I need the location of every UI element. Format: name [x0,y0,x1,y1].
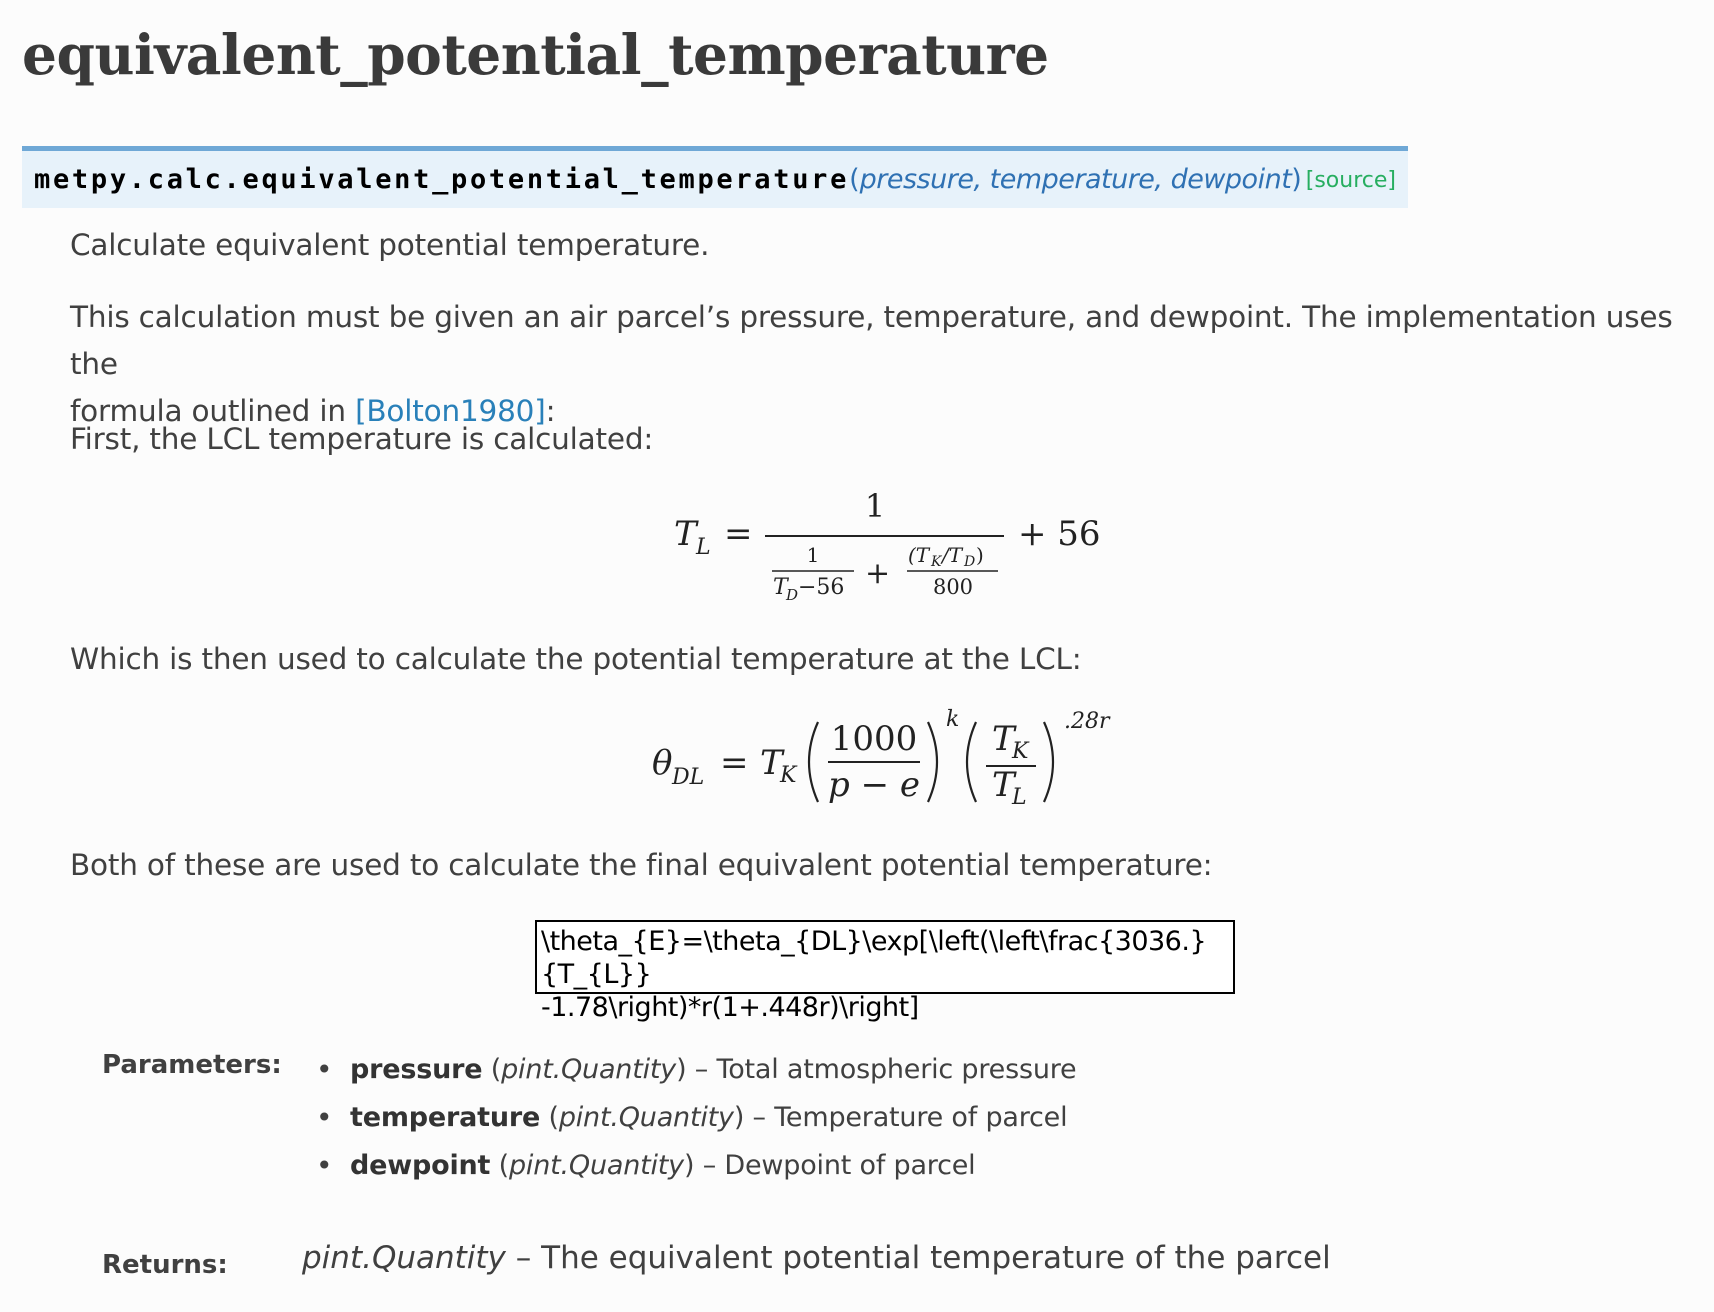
parameters-label: Parameters: [102,1050,282,1080]
eq1-equals: = [724,514,753,554]
step2-text: Which is then used to calculate the potential temperature at the LCL: [70,642,1082,676]
page-title: equivalent_potential_temperature [22,22,1049,87]
potential-temperature-lcl-equation [640,704,1120,814]
lcl-temperature-equation [660,482,1120,612]
eq2-equals: = [720,743,749,783]
eq2-left-paren-2 [967,722,976,802]
eq1-inner-num-2-tail: ) [976,543,984,567]
eq2-frac2-den-sub: L [1012,785,1027,810]
eq2-right-paren-2 [1044,722,1053,802]
return-type: pint.Quantity [302,1240,506,1276]
eq2-frac1-den: p − e [828,765,920,805]
parameters-list [310,1046,1076,1190]
latex-render-error-box [535,920,1235,1023]
summary-text: Calculate equivalent potential temperature. [70,228,710,262]
eq2-frac2-num: T [992,719,1015,759]
function-name: metpy.calc.equivalent_potential_temperature [34,164,850,195]
returns-label: Returns: [102,1250,228,1280]
eq1-inner-num-2-sub: K [931,554,942,570]
param-name: pressure [350,1054,483,1085]
returns-description [302,1240,1331,1276]
intro-paragraph [70,294,1714,435]
param-name: dewpoint [350,1150,491,1181]
open-paren: ( [849,164,860,195]
intro-line-2-suffix: : [545,394,556,428]
param-desc: – Dewpoint of parcel [694,1150,976,1181]
eq1-inner-den-1-sub: D [786,586,799,604]
eq2-exp1: k [946,707,960,732]
bullet-icon: • [316,1101,333,1134]
close-paren: ) [1291,164,1302,195]
eq2-left-paren-1 [809,722,818,802]
eq2-right-paren-1 [928,722,937,802]
param-desc: – Total atmospheric pressure [686,1054,1077,1085]
eq1-plus: + [865,556,891,591]
eq1-numerator: 1 [864,487,886,525]
list-item: • temperature (pint.Quantity) – Temperature of parcel [310,1094,1076,1142]
eq2-exp2: .28r [1064,709,1110,734]
eq2-frac1-num: 1000 [830,719,918,759]
eq2-lhs: θ [652,743,673,783]
intro-line-2-prefix: formula outlined in [70,394,356,428]
eq1-tail: + 56 [1018,514,1101,554]
param-type: pint.Quantity [558,1102,734,1133]
eq2-lhs-sub: DL [672,765,705,790]
param-type: pint.Quantity [501,1054,677,1085]
intro-line-1: This calculation must be given an air parcel’s pressure, temperature, and dewpoint. The implementation uses the [70,300,1673,381]
eq2-tk: T [760,743,783,783]
list-item: • pressure (pint.Quantity) – Total atmospheric pressure [310,1046,1076,1094]
bullet-icon: • [316,1149,333,1182]
bullet-icon: • [316,1053,333,1086]
eq2-tk-sub: K [780,763,797,788]
eq1-inner-den-2: 800 [932,575,974,599]
param-type: pint.Quantity [508,1150,684,1181]
eq1-inner-num-1: 1 [806,543,820,567]
latex-error-line-1: \theta_{E}=\theta_{DL}\exp[\left(\left\frac{3036.}{T_{L}} [541,926,1207,990]
eq1-inner-num-2-mid: /T [942,543,963,567]
eq2-frac2-den: T [992,765,1015,805]
eq1-inner-num-2-sub2: D [964,554,976,570]
eq1-lhs: T [674,514,697,554]
step3-text: Both of these are used to calculate the final equivalent potential temperature: [70,848,1213,882]
list-item: • dewpoint (pint.Quantity) – Dewpoint of parcel [310,1142,1076,1190]
return-desc: – The equivalent potential temperature of the parcel [505,1240,1331,1276]
function-signature [22,146,1408,208]
param-desc: – Temperature of parcel [744,1102,1068,1133]
param-name: temperature [350,1102,541,1133]
step1-text: First, the LCL temperature is calculated: [70,422,654,456]
bolton-reference-link[interactable]: [Bolton1980] [355,394,546,428]
eq1-lhs-sub: L [696,535,711,560]
function-params: pressure, temperature, dewpoint [859,164,1292,195]
source-link[interactable]: [source] [1305,168,1396,193]
latex-error-line-2: -1.78\right)*r(1+.448r)\right] [541,992,919,1023]
eq1-inner-den-1-tail: −56 [798,575,845,600]
eq1-inner-num-2: (T [908,543,930,567]
eq1-inner-den-1: T [773,575,788,600]
eq2-frac2-num-sub: K [1012,739,1029,764]
